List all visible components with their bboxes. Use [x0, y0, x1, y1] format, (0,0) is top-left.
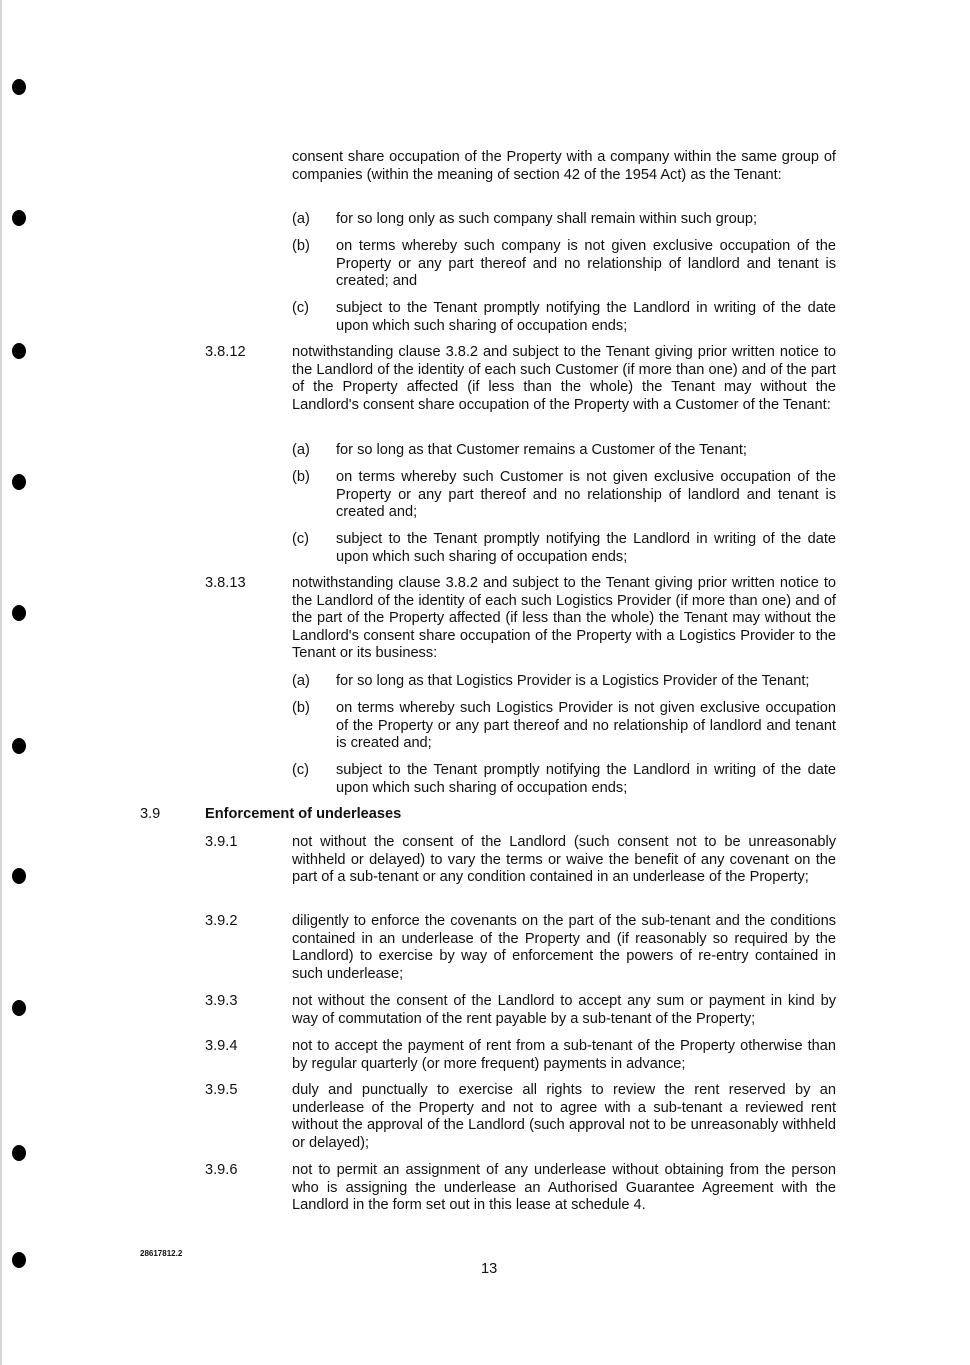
punch-hole: [12, 1000, 26, 1016]
item-label: (a): [292, 442, 310, 458]
item-text: on terms whereby such Logistics Provider is not given exclusive occupation of the Property or any part thereof and no relationship of landlord and tenant is created and;: [336, 700, 836, 752]
punch-hole: [12, 1145, 26, 1161]
clause-text: diligently to enforce the covenants on the part of the sub-tenant and the conditions contained in an underlease of the Property and (if reasonably so required by the Landlord) to exercise by way of enforcement the powers of re-entry contained in such underlease;: [292, 913, 836, 982]
clause-text: duly and punctually to exercise all rights to review the rent reserved by an underlease of the Property and not to agree with a sub-tenant a reviewed rent without the approval of the Landlord (such approval not to be unreasonably withheld or delayed);: [292, 1082, 836, 1151]
item-label: (a): [292, 211, 310, 227]
clause-text: notwithstanding clause 3.8.2 and subject to the Tenant giving prior written notice to the Landlord of the identity of each such Customer (if more than one) and of the part of the Property affected (if less than the whole) the Tenant may without the Landlord's consent share occupation of the Property with a Customer of the Tenant:: [292, 344, 836, 413]
item-label: (b): [292, 700, 310, 716]
item-label: (a): [292, 673, 310, 689]
item-label: (c): [292, 762, 310, 778]
item-text: on terms whereby such company is not given exclusive occupation of the Property or any part thereof and no relationship of landlord and tenant is created; and: [336, 238, 836, 290]
punch-hole: [12, 79, 26, 95]
document-reference: 28617812.2: [140, 1249, 183, 1258]
clause-text: not without the consent of the Landlord to accept any sum or payment in kind by way of commutation of the rent payable by a sub-tenant of the Property;: [292, 993, 836, 1027]
clause-text: notwithstanding clause 3.8.2 and subject to the Tenant giving prior written notice to the Landlord of the identity of each such Logistics Provider (if more than one) and of the part of the Property affected (if less than the whole) the Tenant may without the Landlord's consent share occupation of the Property with a Logistics Provider to the Tenant or its business:: [292, 575, 836, 662]
clause-number: 3.9.2: [205, 913, 238, 929]
intro-paragraph: consent share occupation of the Property with a company within the same group of companies (within the meaning of section 42 of the 1954 Act) as the Tenant:: [292, 149, 836, 183]
item-text: subject to the Tenant promptly notifying the Landlord in writing of the date upon which such sharing of occupation ends;: [336, 300, 836, 334]
clause-number: 3.9.5: [205, 1082, 238, 1098]
punch-hole: [12, 1252, 26, 1268]
punch-hole: [12, 343, 26, 359]
punch-hole: [12, 738, 26, 754]
item-text: for so long as that Logistics Provider is a Logistics Provider of the Tenant;: [336, 673, 810, 689]
item-text: for so long only as such company shall remain within such group;: [336, 211, 758, 227]
item-text: for so long as that Customer remains a Customer of the Tenant;: [336, 442, 747, 458]
item-text: subject to the Tenant promptly notifying the Landlord in writing of the date upon which such sharing of occupation ends;: [336, 762, 836, 796]
item-label: (c): [292, 300, 310, 316]
punch-hole: [12, 474, 26, 490]
punch-hole: [12, 868, 26, 884]
clause-number: 3.9.6: [205, 1162, 238, 1178]
page-number: 13: [481, 1261, 498, 1277]
clause-number: 3.8.12: [205, 344, 246, 360]
punch-hole: [12, 605, 26, 621]
clause-number: 3.9.3: [205, 993, 238, 1009]
section-heading: Enforcement of underleases: [205, 806, 402, 822]
item-text: on terms whereby such Customer is not given exclusive occupation of the Property or any part thereof and no relationship of landlord and tenant is created and;: [336, 469, 836, 521]
item-label: (c): [292, 531, 310, 547]
clause-number: 3.9.1: [205, 834, 238, 850]
page-edge: [0, 0, 2, 1365]
punch-hole: [12, 210, 26, 226]
item-text: subject to the Tenant promptly notifying the Landlord in writing of the date upon which such sharing of occupation ends;: [336, 531, 836, 565]
item-label: (b): [292, 238, 310, 254]
clause-text: not without the consent of the Landlord (such consent not to be unreasonably withheld or delayed) to vary the terms or waive the benefit of any covenant on the part of a sub-tenant or any condition contained in an underlease of the Property;: [292, 834, 836, 886]
clause-number: 3.8.13: [205, 575, 246, 591]
clause-text: not to accept the payment of rent from a sub-tenant of the Property otherwise than by regular quarterly (or more frequent) payments in advance;: [292, 1038, 836, 1072]
clause-number: 3.9.4: [205, 1038, 238, 1054]
item-label: (b): [292, 469, 310, 485]
section-number: 3.9: [140, 806, 161, 822]
clause-text: not to permit an assignment of any underlease without obtaining from the person who is assigning the underlease an Authorised Guarantee Agreement with the Landlord in the form set out in this lease at schedule 4.: [292, 1162, 836, 1214]
